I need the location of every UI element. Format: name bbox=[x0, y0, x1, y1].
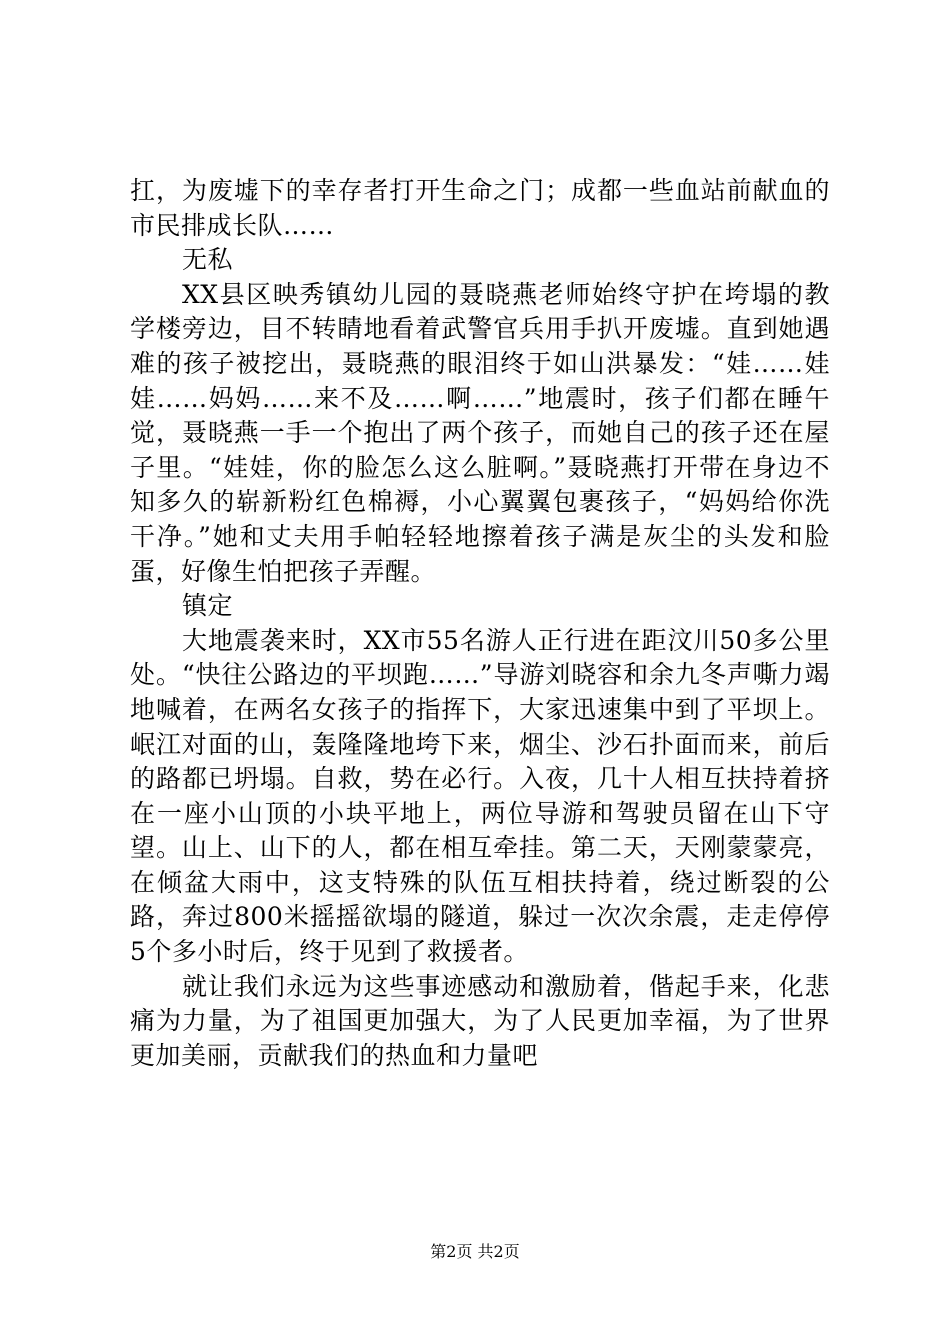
document-body bbox=[130, 174, 830, 1073]
paragraph-selfless: XX县区映秀镇幼儿园的聂晓燕老师始终守护在垮塌的教学楼旁边，目不转睛地看着武警官兵用手扒开废墟。直到她遇难的孩子被挖出，聂晓燕的眼泪终于如山洪暴发：“娃……娃娃……妈妈……来不及……啊……”地震时，孩子们都在睡午觉，聂晓燕一手一个抱出了两个孩子，而她自己的孩子还在屋子里。“娃娃，你的脸怎么这么脏啊。”聂晓燕打开带在身边不知多久的崭新粉红色棉褥，小心翼翼包裹孩子，“妈妈给你洗干净。”她和丈夫用手帕轻轻地擦着孩子满是灰尘的头发和脸蛋，好像生怕把孩子弄醒。 bbox=[130, 279, 830, 586]
section-heading-selfless: 无私 bbox=[182, 245, 234, 275]
paragraph-calm: 大地震袭来时，XX市55名游人正行进在距汶川50多公里处。“快往公路边的平坝跑……”导游刘晓容和余九冬声嘶力竭地喊着，在两名女孩子的指挥下，大家迅速集中到了平坝上。岷江对面的山，轰隆隆地垮下来，烟尘、沙石扑面而来，前后的路都已坍塌。自救，势在必行。入夜，几十人相互扶持着挤在一座小山顶的小块平地上，两位导游和驾驶员留在山下守望。山上、山下的人，都在相互牵挂。第二天，天刚蒙蒙亮，在倾盆大雨中，这支特殊的队伍互相扶持着，绕过断裂的公路，奔过800米摇摇欲塌的隧道，躲过一次次余震，走走停停5个多小时后，终于见到了救援者。 bbox=[130, 625, 830, 967]
paragraph-continuation: 扛，为废墟下的幸存者打开生命之门；成都一些血站前献血的市民排成长队…… bbox=[130, 176, 830, 240]
paragraph-conclusion: 就让我们永远为这些事迹感动和激励着，偕起手来，化悲痛为力量，为了祖国更加强大，为了人民更加幸福，为了世界更加美丽，贡献我们的热血和力量吧 bbox=[130, 971, 830, 1070]
section-heading-calm: 镇定 bbox=[182, 591, 234, 621]
page-footer: 第2页 共2页 bbox=[430, 1242, 520, 1261]
